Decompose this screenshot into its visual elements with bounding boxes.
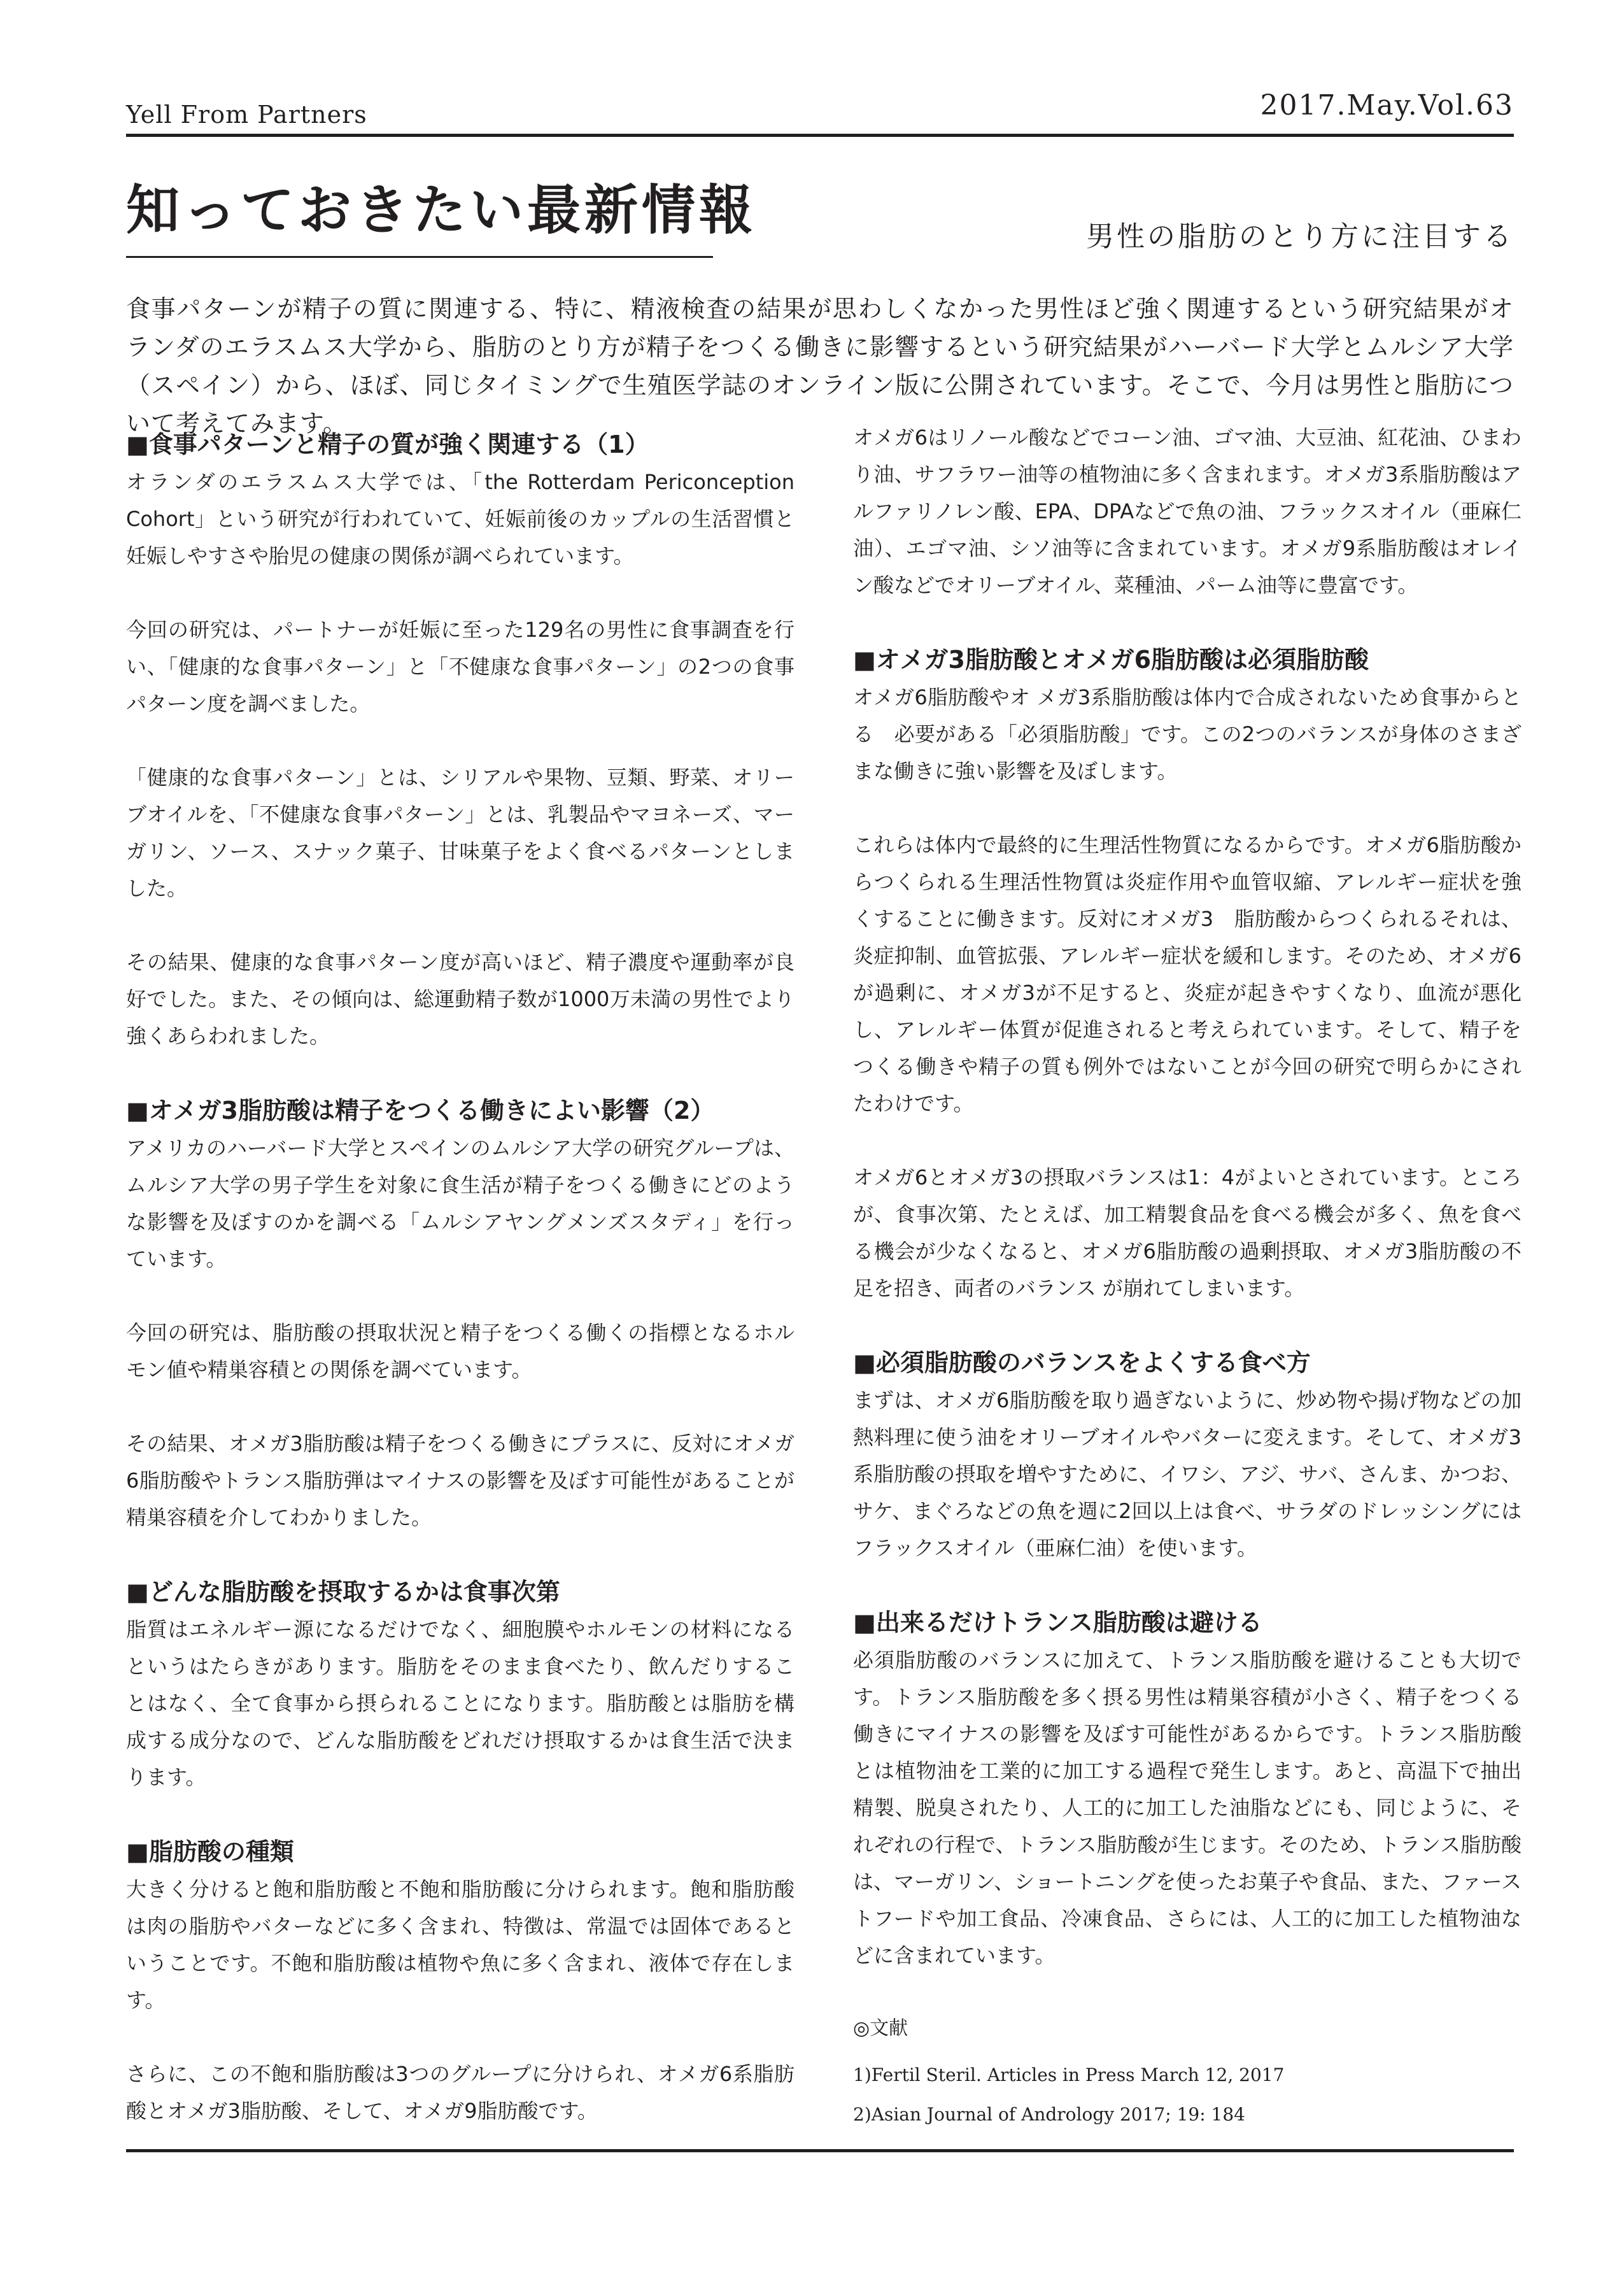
- issue-label: 2017.May.Vol.63: [1260, 89, 1514, 122]
- section-paragraph: さらに、この不飽和脂肪酸は3つのグループに分けられ、オメガ6系脂肪酸とオメガ3脂肪酸、そして、オメガ9脂肪酸です。: [126, 2062, 794, 2123]
- section-paragraph: 大きく分けると飽和脂肪酸と不飽和脂肪酸に分けられます。飽和脂肪酸は肉の脂肪やバターなどに多く含まれ、特徴は、常温では固体であるということです。不飽和脂肪酸は植物や魚に多く含まれ、液体で存在します。: [126, 1877, 794, 2012]
- section-heading: ■必須脂肪酸のバランスをよくする食べ方: [853, 1349, 1311, 1377]
- section-heading: ■オメガ3脂肪酸とオメガ6脂肪酸は必須脂肪酸: [853, 646, 1369, 674]
- section-heading: ■脂肪酸の種類: [126, 1838, 294, 1866]
- section-paragraph: 今回の研究は、脂肪酸の摂取状況と精子をつくる働くの指標となるホルモン値や精巣容積との関係を調べています。: [126, 1321, 794, 1382]
- section-paragraph: まずは、オメガ6脂肪酸を取り過ぎないように、炒め物や揚げ物などの加熱料理に使う油をオリーブオイルやバターに変えます。そして、オメガ3系脂肪酸の摂取を増やすために、イワシ、アジ、サバ、さんま、かつお、サケ、まぐろなどの魚を週に2回以上は食べ、サラダのドレッシングにはフラックスオイル（亜麻仁油）を使います。: [853, 1388, 1522, 1560]
- section-heading: ■どんな脂肪酸を摂取するかは食事次第: [126, 1578, 560, 1606]
- section-paragraph: アメリカのハーバード大学とスペインのムルシア大学の研究グループは、ムルシア大学の男子学生を対象に食生活が精子をつくる働きにどのような影響を及ぼすのかを調べる「ムルシアヤングメンズスタディ」を行っています。: [126, 1136, 794, 1271]
- title-underline: [126, 256, 713, 258]
- page-subtitle: 男性の脂肪のとり方に注目する: [1086, 220, 1514, 253]
- section-paragraph: その結果、オメガ3脂肪酸は精子をつくる働きにプラスに、反対にオメガ6脂肪酸やトランス脂肪弾はマイナスの影響を及ぼす可能性があることが精巣容積を介してわかりました。: [126, 1431, 794, 1530]
- section-paragraph: 必須脂肪酸のバランスに加えて、トランス脂肪酸を避けることも大切です。トランス脂肪酸を多く摂る男性は精巣容積が小さく、精子をつくる働きにマイナスの影響を及ぼす可能性があるからです。トランス脂肪酸とは植物油を工業的に加工する過程で発生します。あと、高温下で抽出精製、脱臭されたり、人工的に加工した油脂などにも、同じように、それぞれの行程で、トランス脂肪酸が生じます。そのため、トランス脂肪酸は、マーガリン、ショートニングを使ったお菓子や食品、また、ファーストフードや加工食品、冷凍食品、さらには、人工的に加工した植物油などに含まれています。: [853, 1648, 1522, 1968]
- section-paragraph: その結果、健康的な食事パターン度が高いほど、精子濃度や運動率が良好でした。また、その傾向は、総運動精子数が1000万未満の男性でより強くあらわれました。: [126, 950, 794, 1048]
- page-title: 知っておきたい最新情報: [126, 178, 757, 241]
- section-paragraph: これらは体内で最終的に生理活性物質になるからです。オメガ6脂肪酸からつくられる生理活性物質は炎症作用や血管収縮、アレルギー症状を強くすることに働きます。反対にオメガ3 脂肪酸からつくられるそれは、炎症抑制、血管拡張、アレルギー症状を緩和します。そのため、オメガ6が過剰に、オメガ3が不足すると、炎症が起きやすくなり、血流が悪化し、アレルギー体質が促進されると考えられています。そして、精子をつくる働きや精子の質も例外ではないことが今回の研究で明らかにされたわけです。: [853, 833, 1522, 1116]
- section-heading: ■オメガ3脂肪酸は精子をつくる働きによい影響（2）: [126, 1097, 715, 1125]
- section-paragraph: オメガ6はリノール酸などでコーン油、ゴマ油、大豆油、紅花油、ひまわり油、サフラワー油等の植物油に多く含まれます。オメガ3系脂肪酸はアルファリノレン酸、EPA、DPAなどで魚の油、フラックスオイル（亜麻仁油）、エゴマ油、シソ油等に含まれています。オメガ9系脂肪酸はオレイン酸などでオリーブオイル、菜種油、パーム油等に豊富です。: [853, 425, 1522, 597]
- references-title: ◎文献: [853, 2017, 908, 2040]
- right-column: [853, 419, 1522, 2134]
- reference-item: 1)Fertil Steril. Articles in Press March 12, 2017: [853, 2064, 1285, 2085]
- top-divider: [126, 134, 1514, 137]
- lead-paragraph: 食事パターンが精子の質に関連する、特に、精液検査の結果が思わしくなかった男性ほど強く関連するという研究結果がオランダのエラスムス大学から、脂肪のとり方が精子をつくる働きに影響するという研究結果がハーバード大学とムルシア大学（スペイン）から、ほぼ、同じタイミングで生殖医学誌のオンライン版に公開されています。そこで、今月は男性と脂肪について考えてみます。: [126, 295, 1514, 437]
- section-paragraph: オランダのエラスムス大学では、「the Rotterdam Periconception Cohort」という研究が行われていて、妊娠前後のカップルの生活習慣と妊娠しやすさや胎児の健康の関係が調べられています。: [126, 470, 794, 568]
- references: [853, 2011, 1522, 2134]
- section-paragraph: 「健康的な食事パターン」とは、シリアルや果物、豆類、野菜、オリーブオイルを、「不健康な食事パターン」とは、乳製品やマヨネーズ、マーガリン、ソース、スナック菓子、甘味菓子をよく食べるパターンとしました。: [126, 765, 794, 900]
- bottom-divider: [126, 2149, 1514, 2152]
- section-paragraph: オメガ6脂肪酸やオ メガ3系脂肪酸は体内で合成されないため食事からとる 必要がある「必須脂肪酸」です。この2つのバランスが身体のさまざまな働きに強い影響を及ぼします。: [853, 685, 1522, 783]
- left-column: [126, 425, 794, 2129]
- section-paragraph: 脂質はエネルギー源になるだけでなく、細胞膜やホルモンの材料になるというはたらきがあります。脂肪をそのまま食べたり、飲んだりすることはなく、全て食事から摂られることになります。脂肪酸とは脂肪を構成する成分なので、どんな脂肪酸をどれだけ摂取するかは食生活で決まります。: [126, 1617, 794, 1789]
- section-paragraph: オメガ6とオメガ3の摂取バランスは1：4がよいとされています。ところが、食事次第、たとえば、加工精製食品を食べる機会が多く、魚を食べる機会が少なくなると、オメガ6脂肪酸の過剰摂取、オメガ3脂肪酸の不足を招き、両者のバランス が崩れてしまいます。: [853, 1165, 1522, 1300]
- reference-item: 2)Asian Journal of Andrology 2017; 19: 184: [853, 2104, 1245, 2125]
- section-heading: ■出来るだけトランス脂肪酸は避ける: [853, 1608, 1262, 1636]
- section-heading: ■食事パターンと精子の質が強く関連する（1）: [126, 430, 649, 458]
- header-left-label: Yell From Partners: [126, 101, 367, 129]
- section-paragraph: 今回の研究は、パートナーが妊娠に至った129名の男性に食事調査を行い、「健康的な食事パターン」と「不健康な食事パターン」の2つの食事パターン度を調べました。: [126, 618, 794, 716]
